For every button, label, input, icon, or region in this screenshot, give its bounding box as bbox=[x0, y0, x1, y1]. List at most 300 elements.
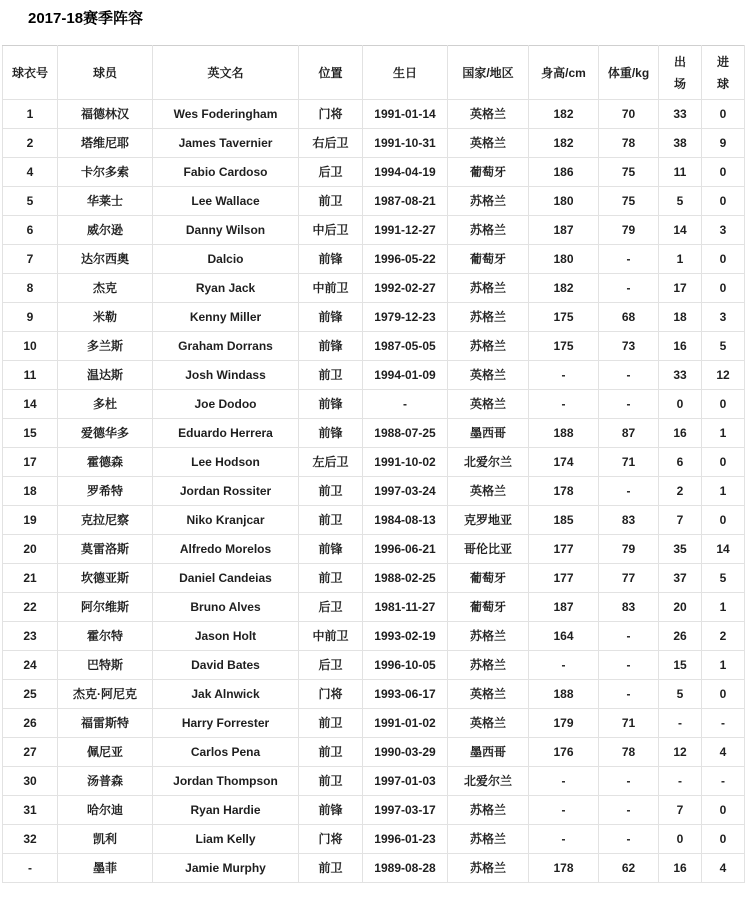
cell-country: 克罗地亚 bbox=[448, 506, 529, 535]
table-row bbox=[3, 303, 745, 332]
cell-height: 180 bbox=[529, 187, 599, 216]
cell-jersey-number: 1 bbox=[3, 100, 58, 129]
cell-birthday: - bbox=[363, 390, 448, 419]
cell-player-name: 威尔逊 bbox=[58, 216, 153, 245]
cell-position: 前锋 bbox=[299, 332, 363, 361]
cell-birthday: 1991-01-14 bbox=[363, 100, 448, 129]
table-row bbox=[3, 854, 745, 883]
cell-jersey-number: 23 bbox=[3, 622, 58, 651]
cell-country: 英格兰 bbox=[448, 361, 529, 390]
cell-appearances: 18 bbox=[659, 303, 702, 332]
cell-player-name: 杰克·阿尼克 bbox=[58, 680, 153, 709]
cell-english-name: Kenny Miller bbox=[153, 303, 299, 332]
cell-player-name: 坎德亚斯 bbox=[58, 564, 153, 593]
cell-player-name: 多杜 bbox=[58, 390, 153, 419]
cell-height: 186 bbox=[529, 158, 599, 187]
cell-jersey-number: 2 bbox=[3, 129, 58, 158]
cell-position: 前卫 bbox=[299, 767, 363, 796]
cell-weight: - bbox=[599, 651, 659, 680]
cell-jersey-number: 20 bbox=[3, 535, 58, 564]
cell-goals: 0 bbox=[702, 506, 745, 535]
cell-english-name: Josh Windass bbox=[153, 361, 299, 390]
cell-appearances: 1 bbox=[659, 245, 702, 274]
cell-jersey-number: 31 bbox=[3, 796, 58, 825]
cell-jersey-number: 8 bbox=[3, 274, 58, 303]
column-header-english-name: 英文名 bbox=[153, 46, 299, 100]
cell-country: 英格兰 bbox=[448, 477, 529, 506]
cell-birthday: 1988-02-25 bbox=[363, 564, 448, 593]
table-row bbox=[3, 767, 745, 796]
cell-height: - bbox=[529, 767, 599, 796]
cell-position: 前锋 bbox=[299, 303, 363, 332]
cell-english-name: Jamie Murphy bbox=[153, 854, 299, 883]
cell-position: 前锋 bbox=[299, 419, 363, 448]
table-row bbox=[3, 738, 745, 767]
column-header-birthday: 生日 bbox=[363, 46, 448, 100]
cell-height: - bbox=[529, 390, 599, 419]
table-row bbox=[3, 187, 745, 216]
cell-weight: 83 bbox=[599, 593, 659, 622]
cell-height: 187 bbox=[529, 593, 599, 622]
cell-weight: - bbox=[599, 390, 659, 419]
cell-english-name: Alfredo Morelos bbox=[153, 535, 299, 564]
cell-goals: 12 bbox=[702, 361, 745, 390]
cell-appearances: 2 bbox=[659, 477, 702, 506]
cell-appearances: 12 bbox=[659, 738, 702, 767]
column-header-country: 国家/地区 bbox=[448, 46, 529, 100]
cell-height: - bbox=[529, 796, 599, 825]
cell-country: 苏格兰 bbox=[448, 622, 529, 651]
cell-player-name: 哈尔迪 bbox=[58, 796, 153, 825]
cell-english-name: Lee Hodson bbox=[153, 448, 299, 477]
cell-height: 175 bbox=[529, 303, 599, 332]
cell-country: 墨西哥 bbox=[448, 419, 529, 448]
cell-height: - bbox=[529, 651, 599, 680]
cell-position: 前卫 bbox=[299, 187, 363, 216]
cell-appearances: 33 bbox=[659, 100, 702, 129]
cell-appearances: 14 bbox=[659, 216, 702, 245]
cell-position: 中前卫 bbox=[299, 274, 363, 303]
cell-position: 前锋 bbox=[299, 535, 363, 564]
table-row bbox=[3, 216, 745, 245]
cell-birthday: 1996-01-23 bbox=[363, 825, 448, 854]
cell-goals: 0 bbox=[702, 187, 745, 216]
table-row bbox=[3, 448, 745, 477]
cell-player-name: 杰克 bbox=[58, 274, 153, 303]
cell-position: 前卫 bbox=[299, 854, 363, 883]
cell-appearances: 11 bbox=[659, 158, 702, 187]
column-header-weight: 体重/kg bbox=[599, 46, 659, 100]
cell-height: 178 bbox=[529, 477, 599, 506]
cell-weight: - bbox=[599, 477, 659, 506]
cell-position: 左后卫 bbox=[299, 448, 363, 477]
cell-appearances: 6 bbox=[659, 448, 702, 477]
cell-country: 苏格兰 bbox=[448, 651, 529, 680]
column-header-player-name: 球员 bbox=[58, 46, 153, 100]
cell-height: 180 bbox=[529, 245, 599, 274]
cell-country: 哥伦比亚 bbox=[448, 535, 529, 564]
cell-goals: 4 bbox=[702, 738, 745, 767]
cell-height: 182 bbox=[529, 274, 599, 303]
cell-country: 葡萄牙 bbox=[448, 593, 529, 622]
cell-country: 苏格兰 bbox=[448, 274, 529, 303]
cell-position: 中前卫 bbox=[299, 622, 363, 651]
cell-appearances: 7 bbox=[659, 506, 702, 535]
cell-weight: - bbox=[599, 245, 659, 274]
cell-appearances: 7 bbox=[659, 796, 702, 825]
cell-birthday: 1996-06-21 bbox=[363, 535, 448, 564]
cell-appearances: 0 bbox=[659, 390, 702, 419]
cell-goals: 5 bbox=[702, 332, 745, 361]
cell-english-name: Eduardo Herrera bbox=[153, 419, 299, 448]
cell-jersey-number: 4 bbox=[3, 158, 58, 187]
cell-position: 门将 bbox=[299, 680, 363, 709]
cell-jersey-number: 21 bbox=[3, 564, 58, 593]
cell-country: 英格兰 bbox=[448, 390, 529, 419]
cell-jersey-number: 18 bbox=[3, 477, 58, 506]
cell-player-name: 莫雷洛斯 bbox=[58, 535, 153, 564]
cell-height: 178 bbox=[529, 854, 599, 883]
cell-country: 英格兰 bbox=[448, 129, 529, 158]
cell-jersey-number: 27 bbox=[3, 738, 58, 767]
cell-weight: - bbox=[599, 680, 659, 709]
squad-page bbox=[0, 11, 746, 883]
cell-weight: - bbox=[599, 274, 659, 303]
cell-position: 后卫 bbox=[299, 651, 363, 680]
cell-jersey-number: 11 bbox=[3, 361, 58, 390]
table-row bbox=[3, 477, 745, 506]
cell-country: 葡萄牙 bbox=[448, 245, 529, 274]
cell-height: 177 bbox=[529, 535, 599, 564]
cell-height: 182 bbox=[529, 129, 599, 158]
cell-english-name: Lee Wallace bbox=[153, 187, 299, 216]
column-header-position: 位置 bbox=[299, 46, 363, 100]
cell-appearances: - bbox=[659, 709, 702, 738]
table-row bbox=[3, 622, 745, 651]
cell-birthday: 1994-01-09 bbox=[363, 361, 448, 390]
cell-position: 前锋 bbox=[299, 796, 363, 825]
cell-english-name: Graham Dorrans bbox=[153, 332, 299, 361]
cell-weight: 78 bbox=[599, 738, 659, 767]
cell-position: 后卫 bbox=[299, 593, 363, 622]
cell-country: 苏格兰 bbox=[448, 796, 529, 825]
cell-goals: 9 bbox=[702, 129, 745, 158]
cell-height: 164 bbox=[529, 622, 599, 651]
cell-weight: - bbox=[599, 796, 659, 825]
cell-goals: - bbox=[702, 767, 745, 796]
cell-player-name: 墨菲 bbox=[58, 854, 153, 883]
cell-country: 葡萄牙 bbox=[448, 564, 529, 593]
cell-english-name: Jordan Thompson bbox=[153, 767, 299, 796]
cell-weight: 83 bbox=[599, 506, 659, 535]
cell-player-name: 福德林汉 bbox=[58, 100, 153, 129]
cell-country: 英格兰 bbox=[448, 709, 529, 738]
cell-position: 前卫 bbox=[299, 506, 363, 535]
cell-weight: 79 bbox=[599, 216, 659, 245]
cell-country: 苏格兰 bbox=[448, 216, 529, 245]
table-row bbox=[3, 332, 745, 361]
table-row bbox=[3, 361, 745, 390]
cell-jersey-number: 25 bbox=[3, 680, 58, 709]
cell-birthday: 1991-10-31 bbox=[363, 129, 448, 158]
cell-height: 185 bbox=[529, 506, 599, 535]
column-header-height: 身高/cm bbox=[529, 46, 599, 100]
cell-jersey-number: 9 bbox=[3, 303, 58, 332]
cell-appearances: 33 bbox=[659, 361, 702, 390]
cell-english-name: Joe Dodoo bbox=[153, 390, 299, 419]
cell-weight: 70 bbox=[599, 100, 659, 129]
cell-goals: 1 bbox=[702, 593, 745, 622]
cell-english-name: James Tavernier bbox=[153, 129, 299, 158]
cell-birthday: 1984-08-13 bbox=[363, 506, 448, 535]
cell-appearances: 35 bbox=[659, 535, 702, 564]
table-row bbox=[3, 593, 745, 622]
cell-country: 苏格兰 bbox=[448, 303, 529, 332]
cell-goals: 0 bbox=[702, 390, 745, 419]
cell-height: 182 bbox=[529, 100, 599, 129]
table-row bbox=[3, 796, 745, 825]
cell-position: 前卫 bbox=[299, 477, 363, 506]
cell-appearances: 17 bbox=[659, 274, 702, 303]
table-row bbox=[3, 825, 745, 854]
cell-birthday: 1993-06-17 bbox=[363, 680, 448, 709]
table-row bbox=[3, 390, 745, 419]
cell-position: 前锋 bbox=[299, 245, 363, 274]
cell-player-name: 爱德华多 bbox=[58, 419, 153, 448]
cell-appearances: 15 bbox=[659, 651, 702, 680]
cell-goals: 5 bbox=[702, 564, 745, 593]
cell-height: 175 bbox=[529, 332, 599, 361]
cell-appearances: 16 bbox=[659, 854, 702, 883]
cell-player-name: 卡尔多索 bbox=[58, 158, 153, 187]
cell-player-name: 凯利 bbox=[58, 825, 153, 854]
cell-jersey-number: 5 bbox=[3, 187, 58, 216]
cell-birthday: 1997-01-03 bbox=[363, 767, 448, 796]
cell-birthday: 1997-03-24 bbox=[363, 477, 448, 506]
cell-weight: 71 bbox=[599, 709, 659, 738]
cell-jersey-number: 14 bbox=[3, 390, 58, 419]
cell-country: 墨西哥 bbox=[448, 738, 529, 767]
cell-jersey-number: 17 bbox=[3, 448, 58, 477]
cell-birthday: 1990-03-29 bbox=[363, 738, 448, 767]
cell-jersey-number: 15 bbox=[3, 419, 58, 448]
cell-goals: 0 bbox=[702, 245, 745, 274]
table-row bbox=[3, 245, 745, 274]
cell-jersey-number: 26 bbox=[3, 709, 58, 738]
squad-roster-table bbox=[2, 45, 745, 883]
cell-position: 后卫 bbox=[299, 158, 363, 187]
cell-height: 187 bbox=[529, 216, 599, 245]
cell-birthday: 1991-10-02 bbox=[363, 448, 448, 477]
cell-country: 苏格兰 bbox=[448, 825, 529, 854]
table-body bbox=[3, 100, 745, 883]
cell-english-name: Niko Kranjcar bbox=[153, 506, 299, 535]
cell-appearances: 16 bbox=[659, 419, 702, 448]
cell-height: - bbox=[529, 825, 599, 854]
cell-height: 176 bbox=[529, 738, 599, 767]
cell-birthday: 1997-03-17 bbox=[363, 796, 448, 825]
cell-birthday: 1989-08-28 bbox=[363, 854, 448, 883]
table-row bbox=[3, 709, 745, 738]
cell-position: 门将 bbox=[299, 825, 363, 854]
cell-english-name: Fabio Cardoso bbox=[153, 158, 299, 187]
cell-birthday: 1981-11-27 bbox=[363, 593, 448, 622]
table-row bbox=[3, 419, 745, 448]
cell-appearances: 38 bbox=[659, 129, 702, 158]
cell-appearances: - bbox=[659, 767, 702, 796]
cell-weight: 73 bbox=[599, 332, 659, 361]
column-header-jersey-number: 球衣号 bbox=[3, 46, 58, 100]
cell-goals: 1 bbox=[702, 419, 745, 448]
cell-goals: 3 bbox=[702, 303, 745, 332]
cell-country: 葡萄牙 bbox=[448, 158, 529, 187]
cell-jersey-number: 19 bbox=[3, 506, 58, 535]
cell-goals: 0 bbox=[702, 680, 745, 709]
cell-jersey-number: 6 bbox=[3, 216, 58, 245]
cell-english-name: Bruno Alves bbox=[153, 593, 299, 622]
cell-position: 门将 bbox=[299, 100, 363, 129]
cell-english-name: David Bates bbox=[153, 651, 299, 680]
cell-weight: 78 bbox=[599, 129, 659, 158]
cell-appearances: 37 bbox=[659, 564, 702, 593]
cell-weight: 75 bbox=[599, 158, 659, 187]
cell-weight: 62 bbox=[599, 854, 659, 883]
cell-weight: - bbox=[599, 767, 659, 796]
cell-player-name: 霍尔特 bbox=[58, 622, 153, 651]
header-row bbox=[3, 46, 745, 100]
page-title: 2017-18赛季阵容 bbox=[28, 10, 144, 27]
cell-appearances: 16 bbox=[659, 332, 702, 361]
table-row bbox=[3, 680, 745, 709]
cell-english-name: Ryan Jack bbox=[153, 274, 299, 303]
cell-height: 174 bbox=[529, 448, 599, 477]
cell-country: 苏格兰 bbox=[448, 187, 529, 216]
cell-position: 前卫 bbox=[299, 564, 363, 593]
cell-country: 英格兰 bbox=[448, 680, 529, 709]
cell-goals: 4 bbox=[702, 854, 745, 883]
cell-height: 177 bbox=[529, 564, 599, 593]
cell-goals: 1 bbox=[702, 651, 745, 680]
cell-weight: 87 bbox=[599, 419, 659, 448]
cell-position: 前卫 bbox=[299, 738, 363, 767]
cell-height: 188 bbox=[529, 419, 599, 448]
cell-goals: 1 bbox=[702, 477, 745, 506]
cell-birthday: 1992-02-27 bbox=[363, 274, 448, 303]
table-row bbox=[3, 506, 745, 535]
cell-player-name: 多兰斯 bbox=[58, 332, 153, 361]
cell-weight: 75 bbox=[599, 187, 659, 216]
cell-position: 前卫 bbox=[299, 709, 363, 738]
cell-weight: - bbox=[599, 361, 659, 390]
cell-position: 前锋 bbox=[299, 390, 363, 419]
cell-weight: 79 bbox=[599, 535, 659, 564]
cell-appearances: 5 bbox=[659, 680, 702, 709]
cell-english-name: Jak Alnwick bbox=[153, 680, 299, 709]
cell-position: 中后卫 bbox=[299, 216, 363, 245]
cell-jersey-number: 32 bbox=[3, 825, 58, 854]
cell-english-name: Daniel Candeias bbox=[153, 564, 299, 593]
cell-jersey-number: 24 bbox=[3, 651, 58, 680]
cell-height: - bbox=[529, 361, 599, 390]
cell-jersey-number: 30 bbox=[3, 767, 58, 796]
cell-english-name: Carlos Pena bbox=[153, 738, 299, 767]
cell-goals: 0 bbox=[702, 825, 745, 854]
cell-goals: 2 bbox=[702, 622, 745, 651]
cell-appearances: 20 bbox=[659, 593, 702, 622]
cell-height: 188 bbox=[529, 680, 599, 709]
cell-weight: 77 bbox=[599, 564, 659, 593]
cell-birthday: 1991-01-02 bbox=[363, 709, 448, 738]
cell-player-name: 温达斯 bbox=[58, 361, 153, 390]
cell-goals: 14 bbox=[702, 535, 745, 564]
cell-birthday: 1988-07-25 bbox=[363, 419, 448, 448]
cell-weight: - bbox=[599, 622, 659, 651]
cell-player-name: 罗希特 bbox=[58, 477, 153, 506]
cell-position: 前卫 bbox=[299, 361, 363, 390]
cell-goals: 0 bbox=[702, 448, 745, 477]
cell-country: 北爱尔兰 bbox=[448, 767, 529, 796]
cell-goals: 0 bbox=[702, 796, 745, 825]
column-header-goals: 进球 bbox=[702, 46, 745, 100]
cell-player-name: 霍德森 bbox=[58, 448, 153, 477]
table-header bbox=[3, 46, 745, 100]
cell-position: 右后卫 bbox=[299, 129, 363, 158]
cell-appearances: 26 bbox=[659, 622, 702, 651]
cell-country: 苏格兰 bbox=[448, 332, 529, 361]
cell-player-name: 达尔西奥 bbox=[58, 245, 153, 274]
cell-english-name: Harry Forrester bbox=[153, 709, 299, 738]
cell-weight: - bbox=[599, 825, 659, 854]
cell-player-name: 佩尼亚 bbox=[58, 738, 153, 767]
cell-birthday: 1993-02-19 bbox=[363, 622, 448, 651]
table-row bbox=[3, 274, 745, 303]
cell-english-name: Jason Holt bbox=[153, 622, 299, 651]
cell-appearances: 5 bbox=[659, 187, 702, 216]
cell-player-name: 福雷斯特 bbox=[58, 709, 153, 738]
cell-country: 英格兰 bbox=[448, 100, 529, 129]
cell-jersey-number: 7 bbox=[3, 245, 58, 274]
cell-birthday: 1994-04-19 bbox=[363, 158, 448, 187]
cell-english-name: Liam Kelly bbox=[153, 825, 299, 854]
cell-jersey-number: 22 bbox=[3, 593, 58, 622]
cell-height: 179 bbox=[529, 709, 599, 738]
cell-goals: 0 bbox=[702, 274, 745, 303]
cell-english-name: Ryan Hardie bbox=[153, 796, 299, 825]
cell-birthday: 1996-10-05 bbox=[363, 651, 448, 680]
cell-birthday: 1987-05-05 bbox=[363, 332, 448, 361]
cell-goals: - bbox=[702, 709, 745, 738]
cell-birthday: 1991-12-27 bbox=[363, 216, 448, 245]
cell-english-name: Danny Wilson bbox=[153, 216, 299, 245]
cell-weight: 68 bbox=[599, 303, 659, 332]
table-row bbox=[3, 564, 745, 593]
cell-player-name: 克拉尼察 bbox=[58, 506, 153, 535]
cell-goals: 0 bbox=[702, 158, 745, 187]
cell-english-name: Jordan Rossiter bbox=[153, 477, 299, 506]
cell-player-name: 米勒 bbox=[58, 303, 153, 332]
cell-birthday: 1979-12-23 bbox=[363, 303, 448, 332]
table-row bbox=[3, 129, 745, 158]
cell-player-name: 阿尔维斯 bbox=[58, 593, 153, 622]
cell-country: 北爱尔兰 bbox=[448, 448, 529, 477]
column-header-appearances: 出场 bbox=[659, 46, 702, 100]
cell-birthday: 1996-05-22 bbox=[363, 245, 448, 274]
cell-birthday: 1987-08-21 bbox=[363, 187, 448, 216]
cell-player-name: 塔维尼耶 bbox=[58, 129, 153, 158]
table-row bbox=[3, 158, 745, 187]
cell-goals: 0 bbox=[702, 100, 745, 129]
cell-weight: 71 bbox=[599, 448, 659, 477]
